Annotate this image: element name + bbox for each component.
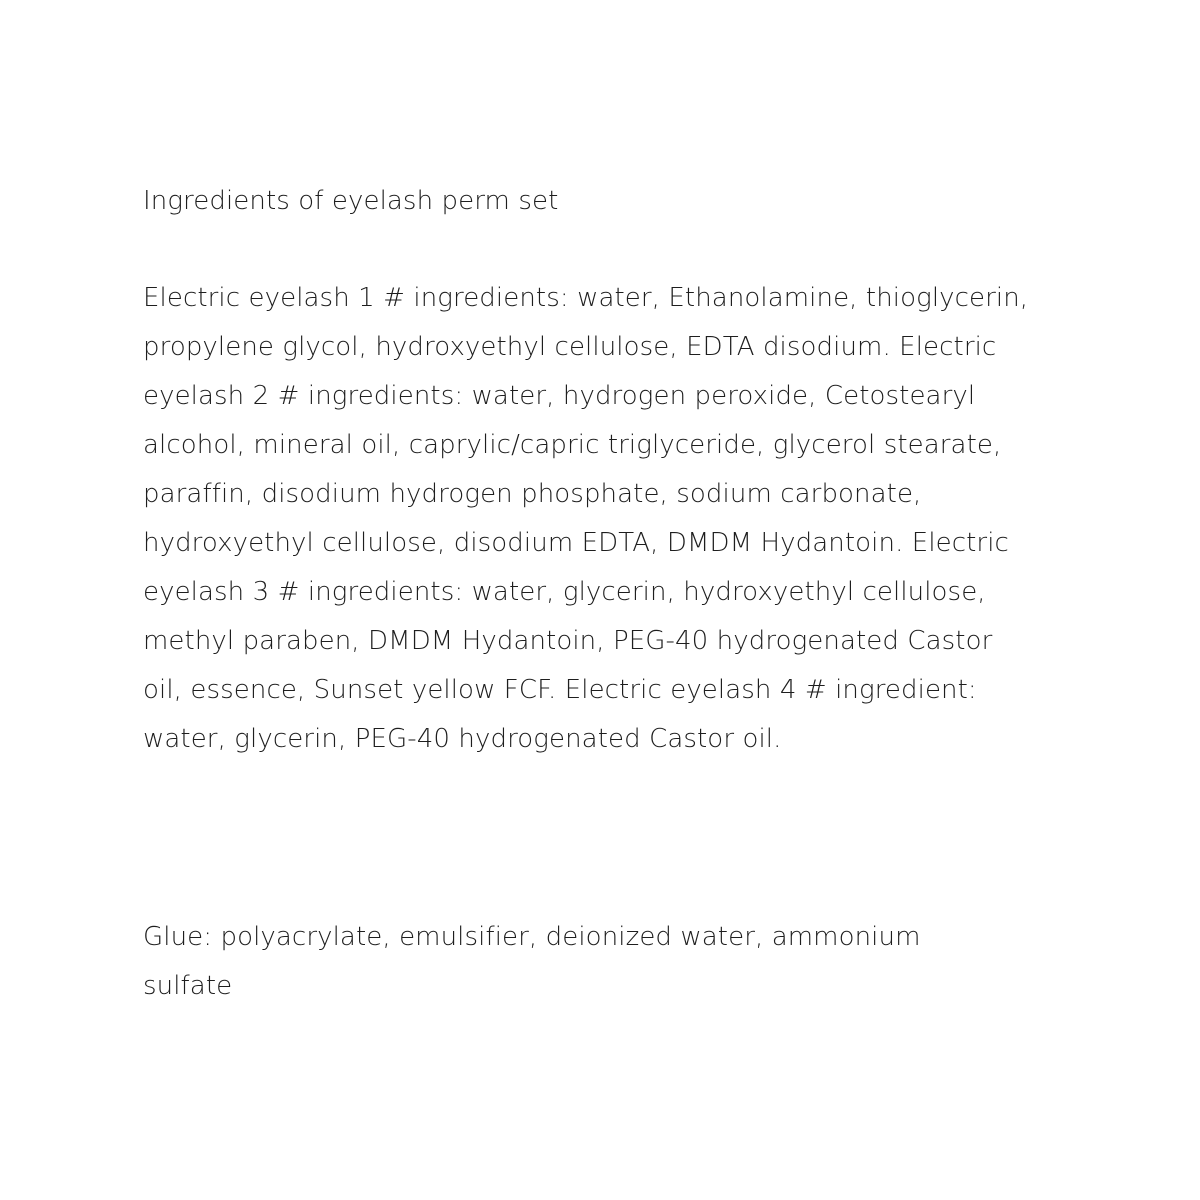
ingredients-line: Electric eyelash 1 # ingredients: water, Ethanolamine, thioglycerin, xyxy=(143,283,1029,313)
glue-line: Glue: polyacrylate, emulsifier, deionized water, ammonium xyxy=(143,922,921,952)
ingredients-line: oil, essence, Sunset yellow FCF. Electric eyelash 4 # ingredient: xyxy=(143,675,977,705)
ingredients-line: hydroxyethyl cellulose, disodium EDTA, DMDM Hydantoin. Electric xyxy=(143,528,1009,558)
ingredients-line: water, glycerin, PEG-40 hydrogenated Castor oil. xyxy=(143,724,782,754)
ingredients-paragraph xyxy=(143,274,1063,764)
ingredients-line: methyl paraben, DMDM Hydantoin, PEG-40 hydrogenated Castor xyxy=(143,626,993,656)
title-text: Ingredients of eyelash perm set xyxy=(143,186,559,216)
document-title xyxy=(143,177,1063,226)
ingredients-line: eyelash 3 # ingredients: water, glycerin, hydroxyethyl cellulose, xyxy=(143,577,986,607)
glue-paragraph xyxy=(143,913,1063,1011)
glue-line: sulfate xyxy=(143,971,233,1001)
ingredients-line: eyelash 2 # ingredients: water, hydrogen peroxide, Cetostearyl xyxy=(143,381,976,411)
ingredients-line: paraffin, disodium hydrogen phosphate, sodium carbonate, xyxy=(143,479,922,509)
ingredients-line: alcohol, mineral oil, caprylic/capric triglyceride, glycerol stearate, xyxy=(143,430,1002,460)
ingredients-line: propylene glycol, hydroxyethyl cellulose, EDTA disodium. Electric xyxy=(143,332,997,362)
